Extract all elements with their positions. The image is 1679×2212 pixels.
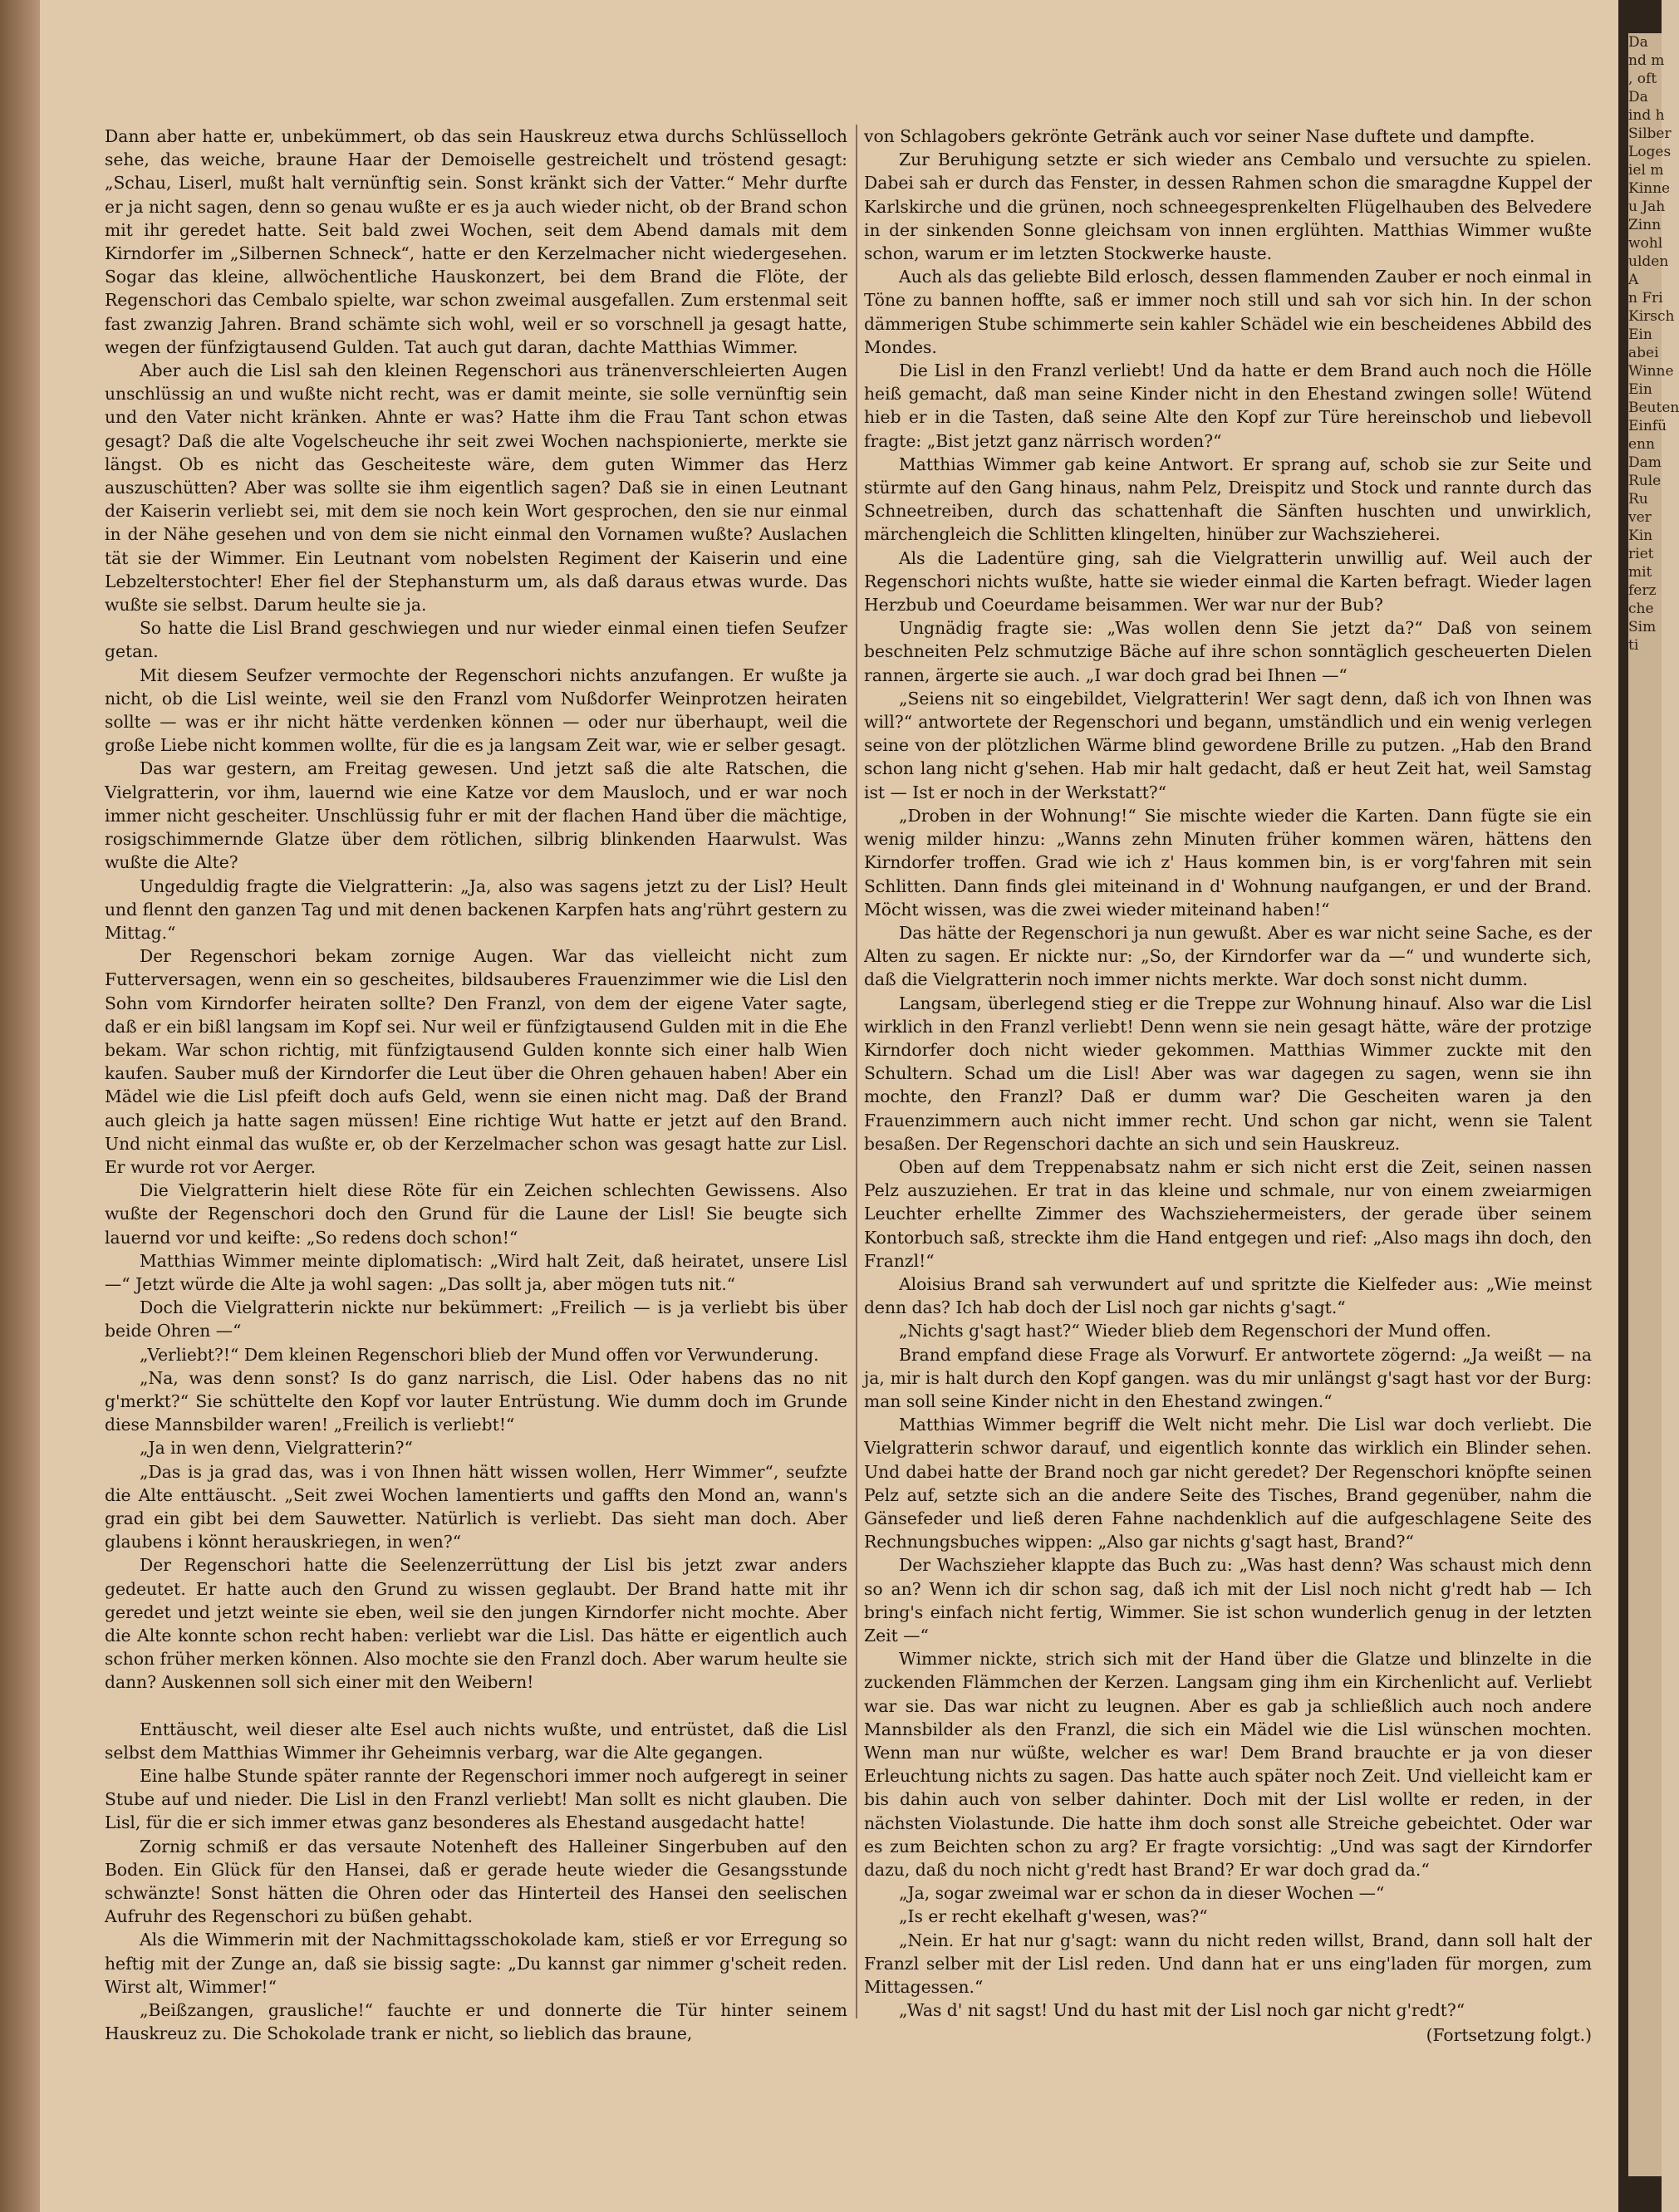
text-fragment: Ein	[1628, 381, 1652, 398]
text-fragment: nd m	[1628, 52, 1665, 69]
paragraph: „Is er recht ekelhaft g'wesen, was?“	[899, 1906, 1208, 1927]
text-fragment: mit	[1628, 564, 1652, 581]
text-fragment: ver	[1628, 509, 1652, 526]
adjacent-page-text	[1628, 33, 1679, 2176]
text-fragment: abei	[1628, 345, 1659, 361]
text-fragment: u Jah	[1628, 199, 1666, 215]
text-fragment: Da	[1628, 89, 1648, 105]
paragraph: Matthias Wimmer meinte diplomatisch: „Wird halt Zeit, daß heiratet, unsere Lisl —“ Jetzt würde die Alte ja wohl sagen: „Das sollt ja, aber mögen tuts nit.“	[105, 1250, 847, 1294]
paragraph: Wimmer nickte, strich sich mit der Hand über die Glatze und blinzelte in die zuckenden Flämmchen der Kerzen. Langsam ging ihm ein Kirchenlicht auf. Verliebt war sie. Das war nicht zu leugnen. Aber es gab ja schließlich auch noch andere Mannsbilder als den Franzl, die sich ein Mädel wie die Lisl wünschen mochten. Wenn man nur wüßte, welcher es war! Dem Brand brauchte er ja von dieser Erleuchtung nichts zu sagen. Das hatte auch später noch Zeit. Und vielleicht kam er bis dahin auch von selber dahinter. Doch mit der Lisl wollte er reden, in der nächsten Violastunde. Die hatte ihm doch sonst alle Streiche gebeichtet. Oder war es zum Beichten schon zu arg? Er fragte vorsichtig: „Und was sagt der Kirndorfer dazu, daß du noch nicht g'redt hast Brand? Er war doch grad da.“	[864, 1649, 1592, 1881]
paragraph: Doch die Vielgratterin nickte nur bekümmert: „Freilich — is ja verliebt bis über beide Ohren —“	[105, 1297, 847, 1341]
paragraph: Zornig schmiß er das versaute Notenheft des Halleiner Singerbuben auf den Boden. Ein Glück für den Hansei, daß er gerade heute wieder die Gesangsstunde schwänzte! Sonst hätten die Ohren oder das Hinterteil des Hansei den seelischen Aufruhr des Regenschori zu büßen gehabt.	[105, 1836, 847, 1927]
text-fragment: Silber	[1628, 125, 1672, 142]
paragraph: Die Lisl in den Franzl verliebt! Und da hatte er dem Brand auch noch die Hölle heiß gemacht, daß man seine Kinder nicht in den Ehestand zwingen solle! Wütend hieb er in die Tasten, daß seine Alte den Kopf zur Türe hereinschob und liebevoll fragte: „Bist jetzt ganz närrisch worden?“	[864, 360, 1592, 451]
paragraph: von Schlagobers gekrönte Getränk auch vor seiner Nase duftete und dampfte.	[864, 126, 1535, 146]
paragraph: Langsam, überlegend stieg er die Treppe zur Wohnung hinauf. Also war die Lisl wirklich in den Franzl verliebt! Denn wenn sie nein gesagt hätte, wäre der protzige Kirndorfer doch nicht wieder gekommen. Matthias Wimmer zuckte mit den Schultern. Schad um die Lisl! Aber was war dagegen zu sagen, wenn sie ihn mochte, den Franzl? Daß er dumm war? Die Gescheiten waren ja den Frauenzimmern auch nicht immer recht. Und schon gar nicht, wenn sie Talent besaßen. Der Regenschori dachte an sich und sein Hauskreuz.	[864, 993, 1592, 1154]
text-fragment: ulden	[1628, 253, 1669, 270]
text-fragment: Dam	[1628, 454, 1662, 471]
paragraph: Auch als das geliebte Bild erlosch, dessen flammenden Zauber er noch einmal in Töne zu bannen hoffte, saß er immer noch still und sah vor sich hin. In der schon dämmerigen Stube schimmerte sein kahler Schädel wie ein bescheidenes Abbild des Mondes.	[864, 267, 1592, 357]
paragraph: „Das is ja grad das, was i von Ihnen hätt wissen wollen, Herr Wimmer“, seufzte die Alte enttäuscht. „Seit zwei Wochen lamentierts und gaffts den Mond an, wann's grad ein gibt bei dem Sauwetter. Natürlich is verliebt. Das sieht man doch. Aber glaubens i könnt herauskriegen, in wen?“	[105, 1461, 847, 1552]
text-fragment: riet	[1628, 546, 1654, 562]
text-fragment: Ein	[1628, 326, 1652, 343]
paragraph: Als die Ladentüre ging, sah die Vielgratterin unwillig auf. Weil auch der Regenschori nichts wußte, hatte sie wieder einmal die Karten befragt. Wieder lagen Herzbub und Coeurdame beisammen. Wer war nur der Bub?	[864, 547, 1592, 616]
paragraph: „Ja in wen denn, Vielgratterin?“	[140, 1438, 413, 1459]
paragraph: „Droben in der Wohnung!“ Sie mischte wieder die Karten. Dann fügte sie ein wenig milder hinzu: „Wanns zehn Minuten früher kommen wären, hättens den Kirndorfer troffen. Grad wie ich z' Haus kommen bin, is er vorg'fahren mit sein Schlitten. Dann finds glei miteinand in d' Wohnung naufgangen, er und der Brand. Möcht wissen, was die zwei wieder miteinand haben!“	[864, 805, 1592, 920]
text-fragment: ferz	[1628, 582, 1657, 599]
text-fragment: Kirsch	[1628, 308, 1675, 325]
paragraph: Brand empfand diese Frage als Vorwurf. Er antwortete zögernd: „Ja weißt — na ja, mir is halt durch den Kopf gangen. was du mir unlängst g'sagt hast vor der Burg: man soll seine Kinder nicht in den Ehestand zwingen.“	[864, 1344, 1592, 1411]
paragraph: „Nein. Er hat nur g'sagt: wann du nicht reden willst, Brand, dann soll halt der Franzl selber mit der Lisl reden. Und dann hat er uns eing'laden für morgen, zum Mittagessen.“	[864, 1930, 1592, 1998]
text-fragment: Kin	[1628, 527, 1653, 544]
paragraph: So hatte die Lisl Brand geschwiegen und nur wieder einmal einen tiefen Seufzer getan.	[105, 618, 847, 662]
text-fragment: A	[1628, 272, 1639, 288]
paragraph: Ungeduldig fragte die Vielgratterin: „Ja, also was sagens jetzt zu der Lisl? Heult und flennt den ganzen Tag und mit denen backenen Karpfen hats ang'rührt gestern zu Mittag.“	[105, 875, 847, 943]
text-fragment: Ru	[1628, 491, 1648, 508]
text-fragment: n Fri	[1628, 290, 1663, 307]
paragraph: „Verliebt?!“ Dem kleinen Regenschori blieb der Mund offen vor Verwunderung.	[140, 1344, 819, 1365]
paragraph: „Was d' nit sagst! Und du hast mit der Lisl noch gar nicht g'redt?“	[899, 2000, 1465, 2021]
paragraph: Aber auch die Lisl sah den kleinen Regenschori aus tränenverschleierten Augen unschlüssig an und wußte nicht recht, was er damit meinte, sie solle vernünftig sein und den Vater nicht kränken. Ahnte er was? Hatte ihm die Frau Tant schon etwas gesagt? Daß die alte Vogelscheuche ihr seit zwei Wochen nachspionierte, merkte sie längst. Ob es nicht das Gescheiteste wäre, dem guten Wimmer das Herz auszuschütten? Aber was sollte sie ihm eigentlich sagen? Daß sie in einen Leutnant der Kaiserin verliebt sei, mit dem sie noch kein Wort gesprochen, den sie nur einmal in der Nähe gesehen und von dem sie nicht einmal den Vornamen wußte? Auslachen tät sie der Wimmer. Ein Leutnant vom nobelsten Regiment der Kaiserin und eine Lebzelterstochter! Eher fiel der Stephansturm um, als daß daraus etwas wurde. Das wußte sie selbst. Darum heulte sie ja.	[105, 360, 847, 616]
text-fragment: iel m	[1628, 162, 1664, 179]
text-fragment: Zinn	[1628, 217, 1662, 233]
paragraph: Als die Wimmerin mit der Nachmittagsschokolade kam, stieß er vor Erregung so heftig mit der Zunge an, daß sie bissig sagte: „Du kannst gar nimmer g'scheit reden. Wirst alt, Wimmer!“	[105, 1930, 847, 1997]
paragraph: Aloisius Brand sah verwundert auf und spritzte die Kielfeder aus: „Wie meinst denn das? Ich hab doch der Lisl noch gar nichts g'sagt.“	[864, 1273, 1592, 1318]
paragraph: „Ja, sogar zweimal war er schon da in dieser Wochen —“	[899, 1883, 1385, 1904]
paragraph: „Na, was denn sonst? Is do ganz narrisch, die Lisl. Oder habens das no nit g'merkt?“ Sie schüttelte den Kopf vor lauter Entrüstung. Wie dumm doch im Grunde diese Mannsbilder waren! „Freilich is verliebt!“	[105, 1367, 847, 1435]
text-fragment: Loges	[1628, 144, 1672, 160]
text-fragment: Einfü	[1628, 418, 1667, 434]
text-fragment: Rule	[1628, 473, 1662, 489]
paragraph: Ungnädig fragte sie: „Was wollen denn Sie jetzt da?“ Daß von seinem beschneiten Pelz schmutzige Bäche auf ihre schon sonntäglich gescheuerten Dielen rannen, ärgerte sie auch. „I war doch grad bei Ihnen —“	[864, 618, 1592, 685]
right-text-column	[864, 125, 1592, 2048]
adjacent-page-edge	[1618, 0, 1679, 2212]
text-fragment: ti	[1628, 637, 1639, 654]
paragraph: „Seiens nit so eingebildet, Vielgratterin! Wer sagt denn, daß ich von Ihnen was will?“ antwortete der Regenschori und begann, umständlich und ein wenig verlegen seine von der plötzlichen Wärme blind gewordene Brille zu putzen. „Hab den Brand schon lang nicht g'sehen. Hab mir halt gedacht, daß er heut Zeit hat, weil Samstag ist — Ist er noch in der Werkstatt?“	[864, 688, 1592, 802]
continuation-note: (Fortsetzung folgt.)	[1426, 2025, 1592, 2046]
paragraph: Oben auf dem Treppenabsatz nahm er sich nicht erst die Zeit, seinen nassen Pelz auszuziehen. Er trat in das kleine und schmale, nur von einem zweiarmigen Leuchter erhellte Zimmer des Wachsziehermeisters, der gerade über seinem Kontorbuch saß, streckte ihm die Hand entgegen und rief: „Also mags ihn doch, den Franzl!“	[864, 1156, 1592, 1271]
paragraph: „Nichts g'sagt hast?“ Wieder blieb dem Regenschori der Mund offen.	[899, 1321, 1491, 1341]
paragraph: Der Regenschori bekam zornige Augen. War das vielleicht nicht zum Futterversagen, wenn ein so gescheites, bildsauberes Frauenzimmer wie die Lisl den Sohn vom Kirndorfer heiraten sollte? Den Franzl, von dem der eigene Vater sagte, daß er ein bißl langsam im Kopf sei. Nur weil er fünfzigtausend Gulden mit in die Ehe bekam. War schon richtig, mit fünfzigtausend Gulden konnte sich einer halb Wien kaufen. Sauber muß der Kirndorfer die Leut über die Ohren gehauen haben! Aber ein Mädel wie die Lisl pfeift doch aufs Geld, wenn sie einen nicht mag. Daß der Brand auch gleich ja hatte sagen müssen! Eine richtige Wut hatte er jetzt auf den Brand. Und nicht einmal das wußte er, ob der Kerzelmacher schon was gesagt hatte zur Lisl. Er wurde rot vor Aerger.	[105, 946, 847, 1177]
paragraph: Zur Beruhigung setzte er sich wieder ans Cembalo und versuchte zu spielen. Dabei sah er durch das Fenster, in dessen Rahmen schon die smaragdne Kuppel der Karlskirche und die grünen, noch schneegesprenkelten Flügelhauben des Belvedere in der sinkenden Sonne gleichsam von innen erglühten. Matthias Wimmer wußte schon, warum er im letzten Stockwerke hauste.	[864, 150, 1592, 264]
text-fragment: wohl	[1628, 235, 1663, 252]
paragraph: Dann aber hatte er, unbekümmert, ob das sein Hauskreuz etwa durchs Schlüsselloch sehe, das weiche, braune Haar der Demoiselle gestreichelt und tröstend gesagt: „Schau, Liserl, mußt halt vernünftig sein. Sonst kränkt sich der Vatter.“ Mehr durfte er ja nicht sagen, denn so genau wußte er es ja auch wieder nicht, ob der Brand schon mit ihr geredet hatte. Seit bald zwei Wochen, seit dem Abend damals mit dem Kirndorfer im „Silbernen Schneck“, hatte er den Kerzelmacher nicht wiedergesehen. Sogar das kleine, allwöchentliche Hauskonzert, bei dem Brand die Flöte, der Regenschori das Cembalo spielte, war schon zweimal ausgefallen. Zum erstenmal seit fast zwanzig Jahren. Brand schämte sich wohl, weil er so vorschnell ja gesagt hatte, wegen der fünfzigtausend Gulden. Tat auch gut daran, dachte Matthias Wimmer.	[105, 126, 847, 357]
text-fragment: , oft	[1628, 71, 1657, 87]
paragraph: Der Wachszieher klappte das Buch zu: „Was hast denn? Was schaust mich denn so an? Wenn ich dir schon sag, daß ich mit der Lisl noch nicht g'redt hab — Ich bring's einfach nicht fertig, Wimmer. Sie ist schon wunderlich genug in der letzten Zeit —“	[864, 1555, 1592, 1646]
paragraph: Der Regenschori hatte die Seelenzerrüttung der Lisl bis jetzt zwar anders gedeutet. Er hatte auch den Grund zu wissen geglaubt. Der Brand hatte mit ihr geredet und jetzt weinte sie eben, weil sie den jungen Kirndorfer nicht mochte. Aber die Alte konnte schon recht haben: verliebt war die Lisl. Das hätte er eigentlich auch schon früher merken können. Also mochte sie den Franzl doch. Aber warum heulte sie dann? Auskennen soll sich einer mit den Weibern!	[105, 1555, 847, 1693]
text-fragment: enn	[1628, 436, 1655, 453]
paragraph: Matthias Wimmer gab keine Antwort. Er sprang auf, schob sie zur Seite und stürmte auf den Gang hinaus, nahm Pelz, Dreispitz und Stock und rannte durch das Schneetreiben, durch das schattenhaft die Sänften huschten und unwirklich, märchengleich die Schlitten klingelten, hinüber zur Wachszieherei.	[864, 454, 1592, 545]
text-fragment: ind h	[1628, 107, 1665, 124]
text-fragment: Winne	[1628, 363, 1674, 380]
paragraph: Die Vielgratterin hielt diese Röte für ein Zeichen schlechten Gewissens. Also wußte der Regenschori doch den Grund für die Laune der Lisl! Sie beugte sich lauernd vor und keifte: „So redens doch schon!“	[105, 1180, 847, 1248]
text-fragment: Beuten	[1628, 400, 1679, 416]
paragraph: Das war gestern, am Freitag gewesen. Und jetzt saß die alte Ratschen, die Vielgratterin, vor ihm, lauernd wie eine Katze vor dem Mausloch, und er war noch immer nicht gescheiter. Unschlüssig fuhr er mit der flachen Hand über die mächtige, rosigschimmernde Glatze über dem rötlichen, silbrig blinkenden Haarwulst. Was wußte die Alte?	[105, 758, 847, 873]
paragraph: Enttäuscht, weil dieser alte Esel auch nichts wußte, und entrüstet, daß die Lisl selbst dem Matthias Wimmer ihr Geheimnis verbarg, war die Alte gegangen.	[105, 1719, 847, 1763]
text-fragment: che	[1628, 601, 1654, 617]
paragraph: „Beißzangen, grausliche!“ fauchte er und donnerte die Tür hinter seinem Hauskreuz zu. Die Schokolade trank er nicht, so lieblich das braune,	[105, 2000, 847, 2044]
text-fragment: Da	[1628, 34, 1648, 51]
paragraph: Mit diesem Seufzer vermochte der Regenschori nichts anzufangen. Er wußte ja nicht, ob die Lisl weinte, weil sie den Franzl vom Nußdorfer Weinprotzen heiraten sollte — was er ihr nicht hätte verdenken können — oder nur überhaupt, weil die große Liebe nicht kommen wollte, für die es ja langsam Zeit war, wie er selber gesagt.	[105, 665, 847, 756]
column-divider	[856, 125, 857, 2018]
paragraph: Das hätte der Regenschori ja nun gewußt. Aber es war nicht seine Sache, es der Alten zu sagen. Er nickte nur: „So, der Kirndorfer war da —“ und wunderte sich, daß die Vielgratterin noch immer nichts merkte. War doch sonst nicht dumm.	[864, 922, 1592, 990]
text-fragment: Kinne	[1628, 180, 1671, 197]
paragraph: Matthias Wimmer begriff die Welt nicht mehr. Die Lisl war doch verliebt. Die Vielgratterin schwor darauf, und eigentlich konnte das wirklich ein Blinder sehen. Und dabei hatte der Brand noch gar nicht geredet? Der Regenschori knöpfte seinen Pelz auf, setzte sich an die andere Seite des Tisches, Brand gegenüber, nahm die Gänsefeder und ließ deren Fahne nachdenklich auf die aufgeschlagene Seite des Rechnungsbuches wippen: „Also gar nichts g'sagt hast, Brand?“	[864, 1415, 1592, 1552]
text-fragment: Sim	[1628, 619, 1657, 635]
book-binding	[0, 0, 40, 2212]
paragraph: Eine halbe Stunde später rannte der Regenschori immer noch aufgeregt in seiner Stube auf und nieder. Die Lisl in den Franzl verliebt! Man sollt es nicht glauben. Die Lisl, für die er sich immer etwas ganz besonderes als Ehestand ausgedacht hatte!	[105, 1766, 847, 1833]
left-text-column	[105, 125, 847, 2045]
